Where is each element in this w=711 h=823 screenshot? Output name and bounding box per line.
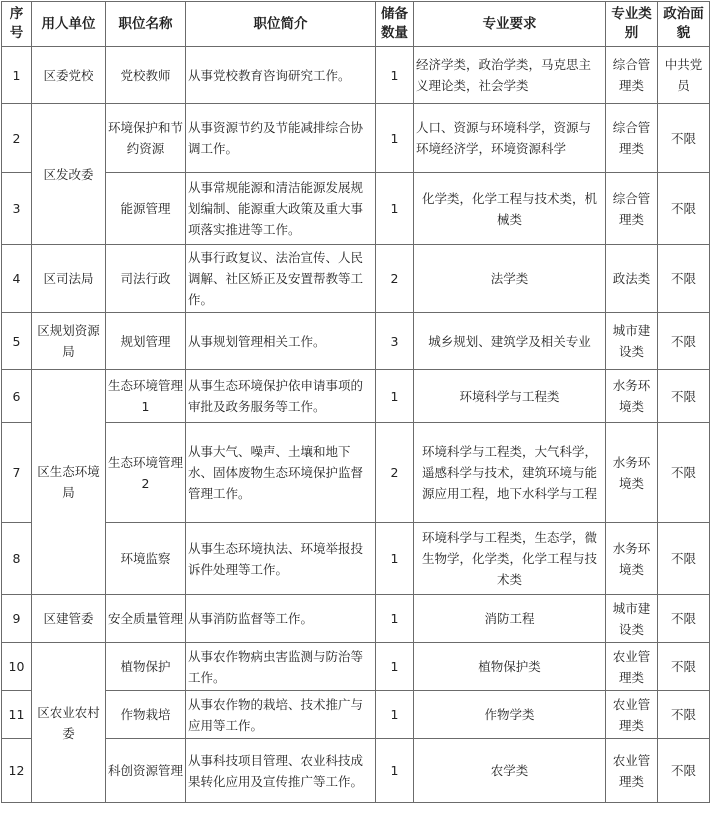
political-cell: 不限 <box>658 313 710 370</box>
quota-cell: 1 <box>376 370 414 423</box>
political-cell: 不限 <box>658 104 710 173</box>
major-req-cell: 化学类，化学工程与技术类，机械类 <box>414 173 606 245</box>
quota-cell: 1 <box>376 739 414 803</box>
description-cell: 从事消防监督等工作。 <box>186 595 376 643</box>
row-no: 5 <box>2 313 32 370</box>
political-cell: 不限 <box>658 423 710 523</box>
category-cell: 政法类 <box>606 245 658 313</box>
unit-cell: 区生态环境局 <box>32 370 106 595</box>
header-no: 序号 <box>2 2 32 47</box>
table-row <box>2 173 710 245</box>
position-cell: 科创资源管理 <box>106 739 186 803</box>
quota-cell: 1 <box>376 595 414 643</box>
row-no: 3 <box>2 173 32 245</box>
quota-cell: 2 <box>376 423 414 523</box>
political-cell: 不限 <box>658 739 710 803</box>
row-no: 12 <box>2 739 32 803</box>
quota-cell: 1 <box>376 104 414 173</box>
table-row <box>2 245 710 313</box>
table-row <box>2 370 710 423</box>
position-cell: 环境监察 <box>106 523 186 595</box>
political-cell: 不限 <box>658 643 710 691</box>
major-req-cell: 植物保护类 <box>414 643 606 691</box>
major-req-cell: 法学类 <box>414 245 606 313</box>
position-cell: 规划管理 <box>106 313 186 370</box>
table-row <box>2 739 710 803</box>
row-no: 6 <box>2 370 32 423</box>
position-cell: 环境保护和节约资源 <box>106 104 186 173</box>
quota-cell: 1 <box>376 173 414 245</box>
political-cell: 不限 <box>658 691 710 739</box>
major-req-cell: 作物学类 <box>414 691 606 739</box>
category-cell: 农业管理类 <box>606 643 658 691</box>
description-cell: 从事行政复议、法治宣传、人民调解、社区矫正及安置帮教等工作。 <box>186 245 376 313</box>
row-no: 4 <box>2 245 32 313</box>
header-quota: 储备数量 <box>376 2 414 47</box>
major-req-cell: 人口、资源与环境科学，资源与环境经济学，环境资源科学 <box>414 104 606 173</box>
unit-cell: 区农业农村委 <box>32 643 106 803</box>
political-cell: 不限 <box>658 370 710 423</box>
recruitment-table <box>1 1 710 803</box>
table-row <box>2 423 710 523</box>
description-cell: 从事农作物病虫害监测与防治等工作。 <box>186 643 376 691</box>
unit-cell: 区司法局 <box>32 245 106 313</box>
position-cell: 司法行政 <box>106 245 186 313</box>
category-cell: 农业管理类 <box>606 691 658 739</box>
description-cell: 从事常规能源和清洁能源发展规划编制、能源重大政策及重大事项落实推进等工作。 <box>186 173 376 245</box>
position-cell: 安全质量管理 <box>106 595 186 643</box>
table-row <box>2 104 710 173</box>
quota-cell: 1 <box>376 523 414 595</box>
description-cell: 从事生态环境保护依申请事项的审批及政务服务等工作。 <box>186 370 376 423</box>
header-position: 职位名称 <box>106 2 186 47</box>
major-req-cell: 城乡规划、建筑学及相关专业 <box>414 313 606 370</box>
major-req-cell: 消防工程 <box>414 595 606 643</box>
position-cell: 能源管理 <box>106 173 186 245</box>
header-category: 专业类别 <box>606 2 658 47</box>
row-no: 1 <box>2 47 32 104</box>
table-row <box>2 313 710 370</box>
category-cell: 综合管理类 <box>606 173 658 245</box>
category-cell: 综合管理类 <box>606 47 658 104</box>
major-req-cell: 经济学类，政治学类，马克思主义理论类，社会学类 <box>414 47 606 104</box>
unit-cell: 区建管委 <box>32 595 106 643</box>
description-cell: 从事生态环境执法、环境举报投诉件处理等工作。 <box>186 523 376 595</box>
table-row <box>2 47 710 104</box>
description-cell: 从事农作物的栽培、技术推广与应用等工作。 <box>186 691 376 739</box>
quota-cell: 3 <box>376 313 414 370</box>
political-cell: 不限 <box>658 173 710 245</box>
table-row <box>2 643 710 691</box>
position-cell: 作物栽培 <box>106 691 186 739</box>
quota-cell: 1 <box>376 47 414 104</box>
description-cell: 从事党校教育咨询研究工作。 <box>186 47 376 104</box>
category-cell: 水务环境类 <box>606 423 658 523</box>
unit-cell: 区发改委 <box>32 104 106 245</box>
row-no: 11 <box>2 691 32 739</box>
quota-cell: 1 <box>376 691 414 739</box>
major-req-cell: 农学类 <box>414 739 606 803</box>
description-cell: 从事科技项目管理、农业科技成果转化应用及宣传推广等工作。 <box>186 739 376 803</box>
description-cell: 从事资源节约及节能减排综合协调工作。 <box>186 104 376 173</box>
header-row <box>2 2 710 47</box>
header-major-req: 专业要求 <box>414 2 606 47</box>
category-cell: 综合管理类 <box>606 104 658 173</box>
row-no: 8 <box>2 523 32 595</box>
table-row <box>2 691 710 739</box>
position-cell: 生态环境管理 1 <box>106 370 186 423</box>
header-political: 政治面貌 <box>658 2 710 47</box>
table-row <box>2 523 710 595</box>
description-cell: 从事规划管理相关工作。 <box>186 313 376 370</box>
category-cell: 城市建设类 <box>606 595 658 643</box>
major-req-cell: 环境科学与工程类，生态学，微生物学，化学类，化学工程与技术类 <box>414 523 606 595</box>
row-no: 7 <box>2 423 32 523</box>
row-no: 9 <box>2 595 32 643</box>
major-req-cell: 环境科学与工程类，大气科学，遥感科学与技术，建筑环境与能源应用工程，地下水科学与工程 <box>414 423 606 523</box>
political-cell: 不限 <box>658 245 710 313</box>
category-cell: 水务环境类 <box>606 370 658 423</box>
unit-cell: 区规划资源局 <box>32 313 106 370</box>
major-req-cell: 环境科学与工程类 <box>414 370 606 423</box>
category-cell: 农业管理类 <box>606 739 658 803</box>
row-no: 10 <box>2 643 32 691</box>
position-cell: 植物保护 <box>106 643 186 691</box>
description-cell: 从事大气、噪声、土壤和地下水、固体废物生态环境保护监督管理工作。 <box>186 423 376 523</box>
category-cell: 水务环境类 <box>606 523 658 595</box>
political-cell: 不限 <box>658 523 710 595</box>
header-description: 职位简介 <box>186 2 376 47</box>
quota-cell: 2 <box>376 245 414 313</box>
political-cell: 不限 <box>658 595 710 643</box>
table-row <box>2 595 710 643</box>
quota-cell: 1 <box>376 643 414 691</box>
header-unit: 用人单位 <box>32 2 106 47</box>
unit-cell: 区委党校 <box>32 47 106 104</box>
category-cell: 城市建设类 <box>606 313 658 370</box>
position-cell: 生态环境管理 2 <box>106 423 186 523</box>
political-cell: 中共党员 <box>658 47 710 104</box>
row-no: 2 <box>2 104 32 173</box>
position-cell: 党校教师 <box>106 47 186 104</box>
